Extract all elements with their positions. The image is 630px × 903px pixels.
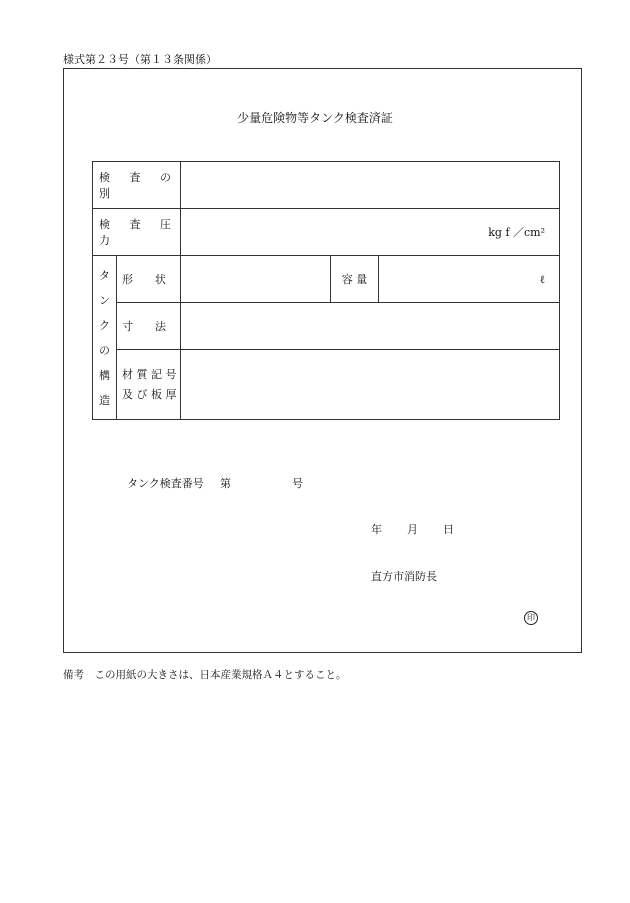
table-row [93,209,560,256]
table-row [93,256,560,303]
structure-char: タ [99,268,110,282]
material-label [117,350,181,420]
tank-number-prefix: 第 [220,477,231,490]
dimension-value [181,303,560,350]
date-day: 日 [443,523,454,536]
shape-value [181,256,331,303]
material-label-line2: 及 び 板 厚 [122,387,177,401]
tank-number-suffix: 号 [292,477,303,490]
structure-char: 造 [99,393,110,407]
structure-char: ン [99,293,110,307]
capacity-unit: ℓ [379,256,560,303]
inspection-table [92,161,560,420]
material-value [181,350,560,420]
tank-number-label: タンク検査番号 [127,477,204,490]
inspection-pressure-label: 検 査 圧 力 [93,209,181,256]
remarks-note: 備考 この用紙の大きさは、日本産業規格Ａ４とすること。 [63,669,347,681]
inspection-type-value [181,162,560,209]
dimension-label: 寸 法 [117,303,181,350]
inspection-type-label: 検 査 の 別 [93,162,181,209]
structure-char: の [99,343,110,357]
date-month: 月 [407,523,418,536]
table-row [93,303,560,350]
date-year: 年 [371,523,382,536]
table-row [93,162,560,209]
structure-char: 構 [99,368,110,382]
shape-label: 形 状 [117,256,181,303]
capacity-label: 容 量 [331,256,379,303]
seal-mark-icon: 印 [524,611,538,625]
issuer-name: 直方市消防長 [371,570,437,583]
table-row [93,350,560,420]
document-title: 少量危険物等タンク検査済証 [237,111,393,125]
material-label-line1: 材 質 記 号 [122,367,177,381]
pressure-unit: kg f ／cm² [181,209,560,256]
form-number-label: 様式第２３号（第１３条関係） [63,53,217,66]
tank-structure-label [93,256,117,420]
structure-char: ク [99,318,110,332]
